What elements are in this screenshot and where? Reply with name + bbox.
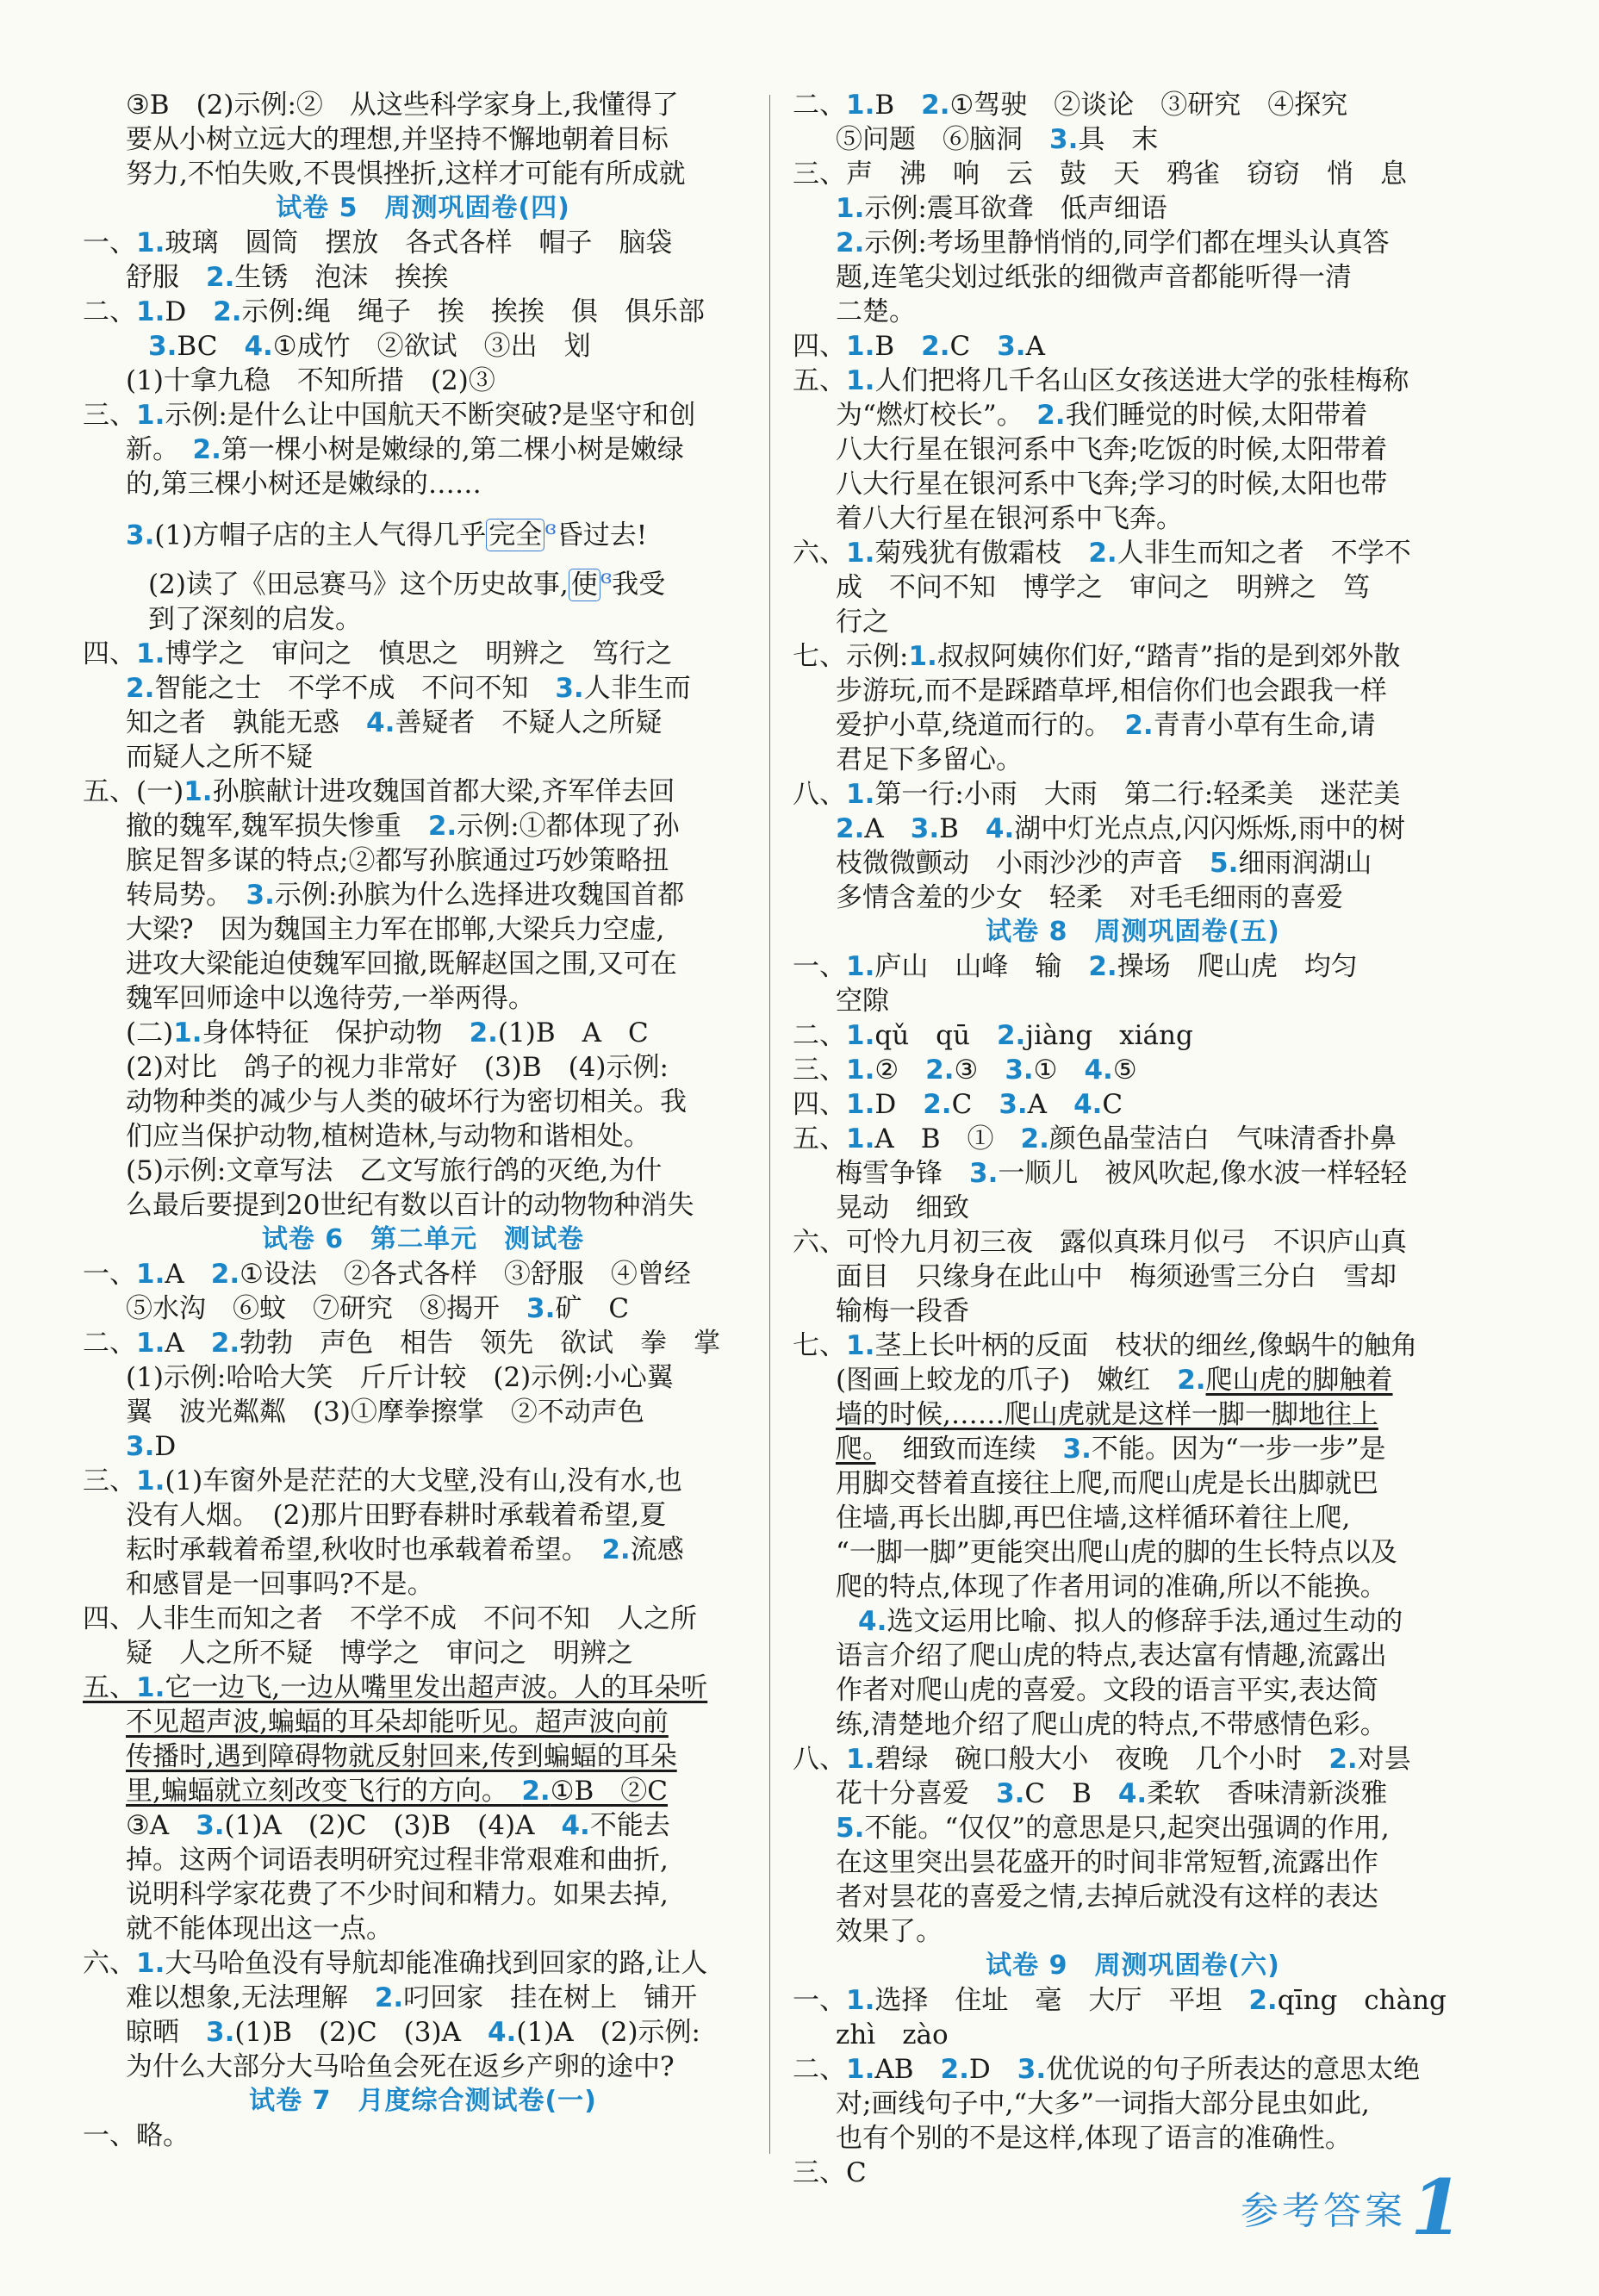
- answer-line: 一、1.A 2.①设法 ②各式各样 ③舒服 ④曾经: [83, 1258, 691, 1290]
- answer-line: 疑 人之所不疑 博学之 审问之 明辨之: [126, 1637, 633, 1669]
- question-number: 2.: [210, 1327, 240, 1359]
- question-number: 3.: [246, 879, 275, 911]
- answer-line: 二、1.qǔ qū 2.jiàng xiáng: [793, 1020, 1193, 1051]
- column-divider: [769, 95, 770, 2154]
- question-number: 4.: [244, 331, 273, 362]
- page-number: 1: [1410, 2162, 1464, 2252]
- question-number: 2.: [374, 1982, 404, 2013]
- answer-line: 住墙,再长出脚,再巴住墙,这样循环着往上爬,: [836, 1503, 1351, 1534]
- question-number: 1.: [836, 193, 865, 224]
- question-number: 1.: [846, 1055, 875, 1086]
- answer-line: 三、声 沸 响 云 鼓 天 鸦雀 窃窃 悄 息: [793, 159, 1407, 190]
- answer-line: 八、1.第一行:小雨 大雨 第二行:轻柔美 迷茫美: [793, 779, 1401, 810]
- answer-line: 晃动 细致: [836, 1192, 969, 1223]
- answer-line: 动物种类的减少与人类的破坏行为密切相关。我: [126, 1086, 687, 1117]
- answer-line: 大梁? 因为魏国主力军在邯郸,大梁兵力空虚,: [126, 913, 665, 945]
- question-number: 3.: [1062, 1434, 1092, 1465]
- question-number: 4.: [1073, 1089, 1103, 1120]
- answer-line: 5.不能。“仅仅”的意思是只,起突出强调的作用,: [836, 1813, 1390, 1844]
- answer-line: 3.D: [126, 1430, 177, 1462]
- section-heading: 试卷 6 第二单元 测试卷: [261, 1223, 585, 1254]
- answer-line: 七、示例:1.叔叔阿姨你们好,“踏青”指的是到郊外散: [793, 641, 1401, 672]
- answer-line: 作者对爬山虎的喜爱。文段的语言平实,表达简: [836, 1675, 1378, 1706]
- answer-line: 舒服 2.生锈 泡沫 挨挨: [126, 262, 449, 293]
- answer-line: 爱护小草,绕道而行的。 2.青青小草有生命,请: [836, 710, 1376, 741]
- answer-line: 为“燃灯校长”。 2.我们睡觉的时候,太阳带着: [836, 400, 1368, 431]
- question-number: 4.: [1117, 1778, 1148, 1809]
- question-number: 1.: [136, 1465, 165, 1496]
- question-number: 2.: [925, 1055, 955, 1086]
- question-number: 1.: [136, 1947, 165, 1979]
- question-number: 1.: [846, 331, 875, 362]
- answer-line: 四、1.博学之 审问之 慎思之 明辨之 笃行之: [83, 638, 673, 669]
- question-number: 3.: [126, 1430, 155, 1462]
- question-number: 1.: [908, 641, 937, 672]
- question-number: 1.: [846, 90, 875, 121]
- question-number: 4.: [1084, 1055, 1113, 1086]
- question-number: 2.: [1088, 951, 1117, 982]
- question-number: 1.: [846, 538, 875, 569]
- question-number: 3.: [206, 2016, 235, 2048]
- answer-line: 一、略。: [83, 2119, 190, 2151]
- question-number: 2.: [1124, 710, 1154, 741]
- question-number: 3.: [997, 331, 1026, 362]
- answer-line: 多情含羞的少女 轻柔 对毛毛细雨的喜爱: [836, 882, 1343, 913]
- answer-line: 行之: [836, 607, 889, 638]
- question-number: 3.: [996, 1778, 1025, 1809]
- answer-line: 一、1.玻璃 圆筒 摆放 各式各样 帽子 脑袋: [83, 227, 673, 258]
- question-number: 3.: [1017, 2054, 1047, 2085]
- page-footer: [1241, 2162, 1463, 2252]
- answer-line: ⑤水沟 ⑥蚊 ⑦研究 ⑧揭开 3.矿 C: [126, 1292, 630, 1324]
- question-number: 1.: [846, 1985, 875, 2016]
- answer-line: 四、人非生而知之者 不学不成 不问不知 人之所: [83, 1602, 697, 1634]
- question-number: 1.: [846, 951, 875, 982]
- spacer: [83, 501, 763, 512]
- answer-line: (1)示例:哈哈大笑 斤斤计较 (2)示例:小心翼: [126, 1361, 674, 1393]
- answer-line: 4.选文运用比喻、拟人的修辞手法,通过生动的: [858, 1606, 1403, 1637]
- question-number: 2.: [213, 296, 242, 327]
- question-number: 2.: [836, 813, 865, 844]
- question-number: 2.: [521, 1775, 551, 1807]
- answer-line: (2)对比 鸽子的视力非常好 (3)B (4)示例:: [126, 1051, 669, 1083]
- answer-line: 练,清楚地介绍了爬山虎的特点,不带感情色彩。: [836, 1709, 1387, 1740]
- question-number: 4.: [487, 2016, 517, 2048]
- question-number: 5.: [836, 1813, 865, 1844]
- answer-line: 者对昙花的喜爱之情,去掉后就没有这样的表达: [836, 1882, 1378, 1913]
- question-number: 3.: [1005, 1055, 1034, 1086]
- answer-line: 三、1.② 2.③ 3.① 4.⑤: [793, 1055, 1137, 1086]
- answer-line: 枝微微颤动 小雨沙沙的声音 5.细雨润湖山: [836, 848, 1372, 879]
- answer-line: 三、1.示例:是什么让中国航天不断突破?是坚守和创: [83, 400, 696, 431]
- answer-line: 输梅一段香: [836, 1296, 969, 1327]
- question-number: 1.: [173, 1017, 202, 1048]
- question-number: 2.: [1036, 400, 1066, 431]
- answer-line: 五、1.人们把将几千名山区女孩送进大学的张桂梅称: [793, 365, 1409, 396]
- question-number: 2.: [192, 434, 221, 465]
- answer-line: 二楚。: [836, 296, 916, 327]
- question-number: 1.: [846, 1123, 875, 1154]
- answer-line: 二、1.AB 2.D 3.优优说的句子所表达的意思太绝: [793, 2054, 1421, 2085]
- correction-mark-icon: ɞ: [600, 567, 613, 589]
- answer-line: 到了深刻的启发。: [148, 603, 362, 635]
- answer-line: 空隙: [836, 986, 889, 1017]
- answer-line: 着八大行星在银河系中飞奔。: [836, 503, 1183, 534]
- answer-line: 要从小树立远大的理想,并坚持不懈地朝着目标: [126, 124, 669, 155]
- answer-line: 没有人烟。 (2)那片田野春耕时承载着希望,夏: [126, 1499, 667, 1531]
- answer-line: 晾晒 3.(1)B (2)C (3)A 4.(1)A (2)示例:: [126, 2016, 700, 2048]
- question-number: 1.: [136, 1671, 165, 1703]
- answer-line: 八大行星在银河系中飞奔;学习的时候,太阳也带: [836, 469, 1388, 500]
- question-number: 2.: [206, 262, 235, 293]
- answer-line: 梅雪争锋 3.一顺儿 被风吹起,像水波一样轻轻: [836, 1158, 1408, 1189]
- answer-line: 二、1.B 2.①驾驶 ②谈论 ③研究 ④探究: [793, 90, 1348, 121]
- answer-line: 努力,不怕失败,不畏惧挫折,这样才可能有所成就: [126, 159, 686, 190]
- question-number: 2.: [469, 1017, 498, 1048]
- answer-line: 二、1.A 2.勃勃 声色 相告 领先 欲试 拳 掌: [83, 1327, 721, 1359]
- question-number: 1.: [846, 1744, 875, 1775]
- question-number: 1.: [136, 296, 165, 327]
- question-number: 1.: [136, 1327, 165, 1359]
- answer-line: 传播时,遇到障碍物就反射回来,传到蝙蝠的耳朵: [126, 1740, 677, 1772]
- question-number: 1.: [846, 1089, 875, 1120]
- answer-line: ⑤问题 ⑥脑洞 3.具 末: [836, 124, 1159, 155]
- correction-mark-icon: ɞ: [544, 518, 557, 539]
- answer-line: 说明科学家花费了不少时间和精力。如果去掉,: [126, 1878, 669, 1910]
- question-number: 3.: [969, 1158, 999, 1189]
- answer-line: 二、1.D 2.示例:绳 绳子 挨 挨挨 俱 俱乐部: [83, 296, 706, 327]
- answer-line: 也有个别的不是这样,体现了语言的准确性。: [836, 2123, 1352, 2154]
- question-number: 2.: [1177, 1365, 1206, 1396]
- answer-line: 就不能体现出这一点。: [126, 1913, 393, 1944]
- answer-line: 撤的魏军,魏军损失惨重 2.示例:①都体现了孙: [126, 810, 680, 842]
- underlined-text: 爬山虎的脚触着: [1205, 1365, 1393, 1396]
- answer-line: 六、1.大马哈鱼没有导航却能准确找到回家的路,让人: [83, 1947, 708, 1979]
- question-number: 4.: [858, 1606, 887, 1637]
- answer-line: 难以想象,无法理解 2.叼回家 挂在树上 铺开: [126, 1982, 698, 2013]
- answer-line: 而疑人之所不疑: [126, 741, 313, 773]
- question-number: 1.: [846, 1330, 875, 1361]
- section-heading: 试卷 8 周测巩固卷(五): [986, 917, 1280, 947]
- answer-line: 题,连笔尖划过纸张的细微声音都能听得一清: [836, 262, 1352, 293]
- question-number: 2.: [996, 1020, 1026, 1051]
- answer-line: 步游玩,而不是踩踏草坪,相信你们也会跟我一样: [836, 675, 1387, 706]
- answer-line: (二)1.身体特征 保护动物 2.(1)B A C: [126, 1017, 649, 1048]
- question-number: 2.: [126, 672, 155, 704]
- answer-line: 四、1.D 2.C 3.A 4.C: [793, 1089, 1123, 1120]
- answer-line: 用脚交替着直接往上爬,而爬山虎是长出脚就巴: [836, 1468, 1378, 1499]
- answer-line: 一、1.庐山 山峰 输 2.操场 爬山虎 均匀: [793, 951, 1358, 982]
- answer-line: ③B (2)示例:② 从这些科学家身上,我懂得了: [126, 90, 679, 121]
- answer-line: 3.(1)方帽子店的主人气得几乎完全 $^ɞ$昏过去!: [126, 518, 648, 551]
- answer-line: 们应当保护动物,植树造林,与动物和谐相处。: [126, 1120, 650, 1152]
- boxed-word: 完全: [486, 519, 544, 551]
- question-number: 2.: [427, 810, 457, 842]
- answer-line: 魏军回师途中以逸待劳,一举两得。: [126, 982, 535, 1014]
- answer-line: 里,蝙蝠就立刻改变飞行的方向。 2.①B ②C: [126, 1775, 669, 1807]
- question-number: 3.: [910, 813, 940, 844]
- question-number: 5.: [1210, 848, 1239, 879]
- answer-line: “一脚一脚”更能突出爬山虎的脚的生长特点以及: [836, 1537, 1397, 1568]
- answer-line: 一、1.选择 住址 毫 大厅 平坦 2.qīng chàng: [793, 1985, 1447, 2016]
- question-number: 2.: [601, 1534, 631, 1565]
- answer-line: 和感冒是一回事吗?不是。: [126, 1568, 434, 1600]
- question-number: 1.: [846, 779, 875, 810]
- answer-line: (1)十拿九稳 不知所措 (2)③: [126, 365, 495, 396]
- answer-line: 成 不问不知 博学之 审问之 明辨之 笃: [836, 572, 1370, 603]
- footer-label: 参考答案: [1241, 2189, 1406, 2233]
- answer-line: 三、C: [793, 2157, 867, 2188]
- question-number: 4.: [561, 1809, 590, 1841]
- question-number: 1.: [136, 1258, 165, 1290]
- question-number: 4.: [985, 813, 1015, 844]
- answer-line: 2.智能之士 不学不成 不问不知 3.人非生而: [126, 672, 691, 704]
- answer-line: 四、1.B 2.C 3.A: [793, 331, 1045, 362]
- answer-line: zhì zào: [836, 2019, 949, 2050]
- answer-line: 为什么大部分大马哈鱼会死在返乡产卵的途中?: [126, 2050, 675, 2082]
- question-number: 3.: [555, 672, 584, 704]
- spacer: [83, 552, 763, 561]
- answer-line: 君足下多留心。: [836, 744, 1023, 775]
- answer-line: 进攻大梁能迫使魏军回撤,既解赵国之围,又可在: [126, 948, 677, 980]
- answer-line: 爬。 细致而连续 3.不能。因为“一步一步”是: [836, 1434, 1386, 1465]
- question-number: 2.: [1020, 1123, 1049, 1154]
- answer-line: 六、1.菊残犹有傲霜枝 2.人非生而知之者 不学不: [793, 538, 1411, 569]
- answer-line: 在这里突出昙花盛开的时间非常短暂,流露出作: [836, 1847, 1378, 1878]
- question-number: 2.: [921, 90, 950, 121]
- answer-line: 八、1.碧绿 碗口般大小 夜晚 几个小时 2.对昙: [793, 1744, 1411, 1775]
- answer-line: 五、(一)1.孙膑献计进攻魏国首都大梁,齐军佯去回: [83, 775, 675, 807]
- question-number: 2.: [921, 331, 950, 362]
- answer-line: ③A 3.(1)A (2)C (3)B (4)A 4.不能去: [126, 1809, 670, 1841]
- answer-line: 对;画线句子中,“大多”一词指大部分昆虫如此,: [836, 2088, 1370, 2119]
- question-number: 3.: [999, 1089, 1028, 1120]
- answer-line: (图画上蛟龙的爪子) 嫩红 2.爬山虎的脚触着: [836, 1365, 1393, 1396]
- answer-line: 面目 只缘身在此山中 梅须逊雪三分白 雪却: [836, 1261, 1397, 1292]
- answer-line: 八大行星在银河系中飞奔;吃饭的时候,太阳带着: [836, 434, 1388, 465]
- question-number: 2.: [1248, 1985, 1278, 2016]
- question-number: 1.: [184, 775, 213, 807]
- section-heading: 试卷 9 周测巩固卷(六): [986, 1951, 1280, 1981]
- answer-line: 的,第三棵小树还是嫩绿的……: [126, 469, 482, 500]
- left-column: [83, 88, 763, 2153]
- section-heading: 试卷 5 周测巩固卷(四): [276, 193, 570, 223]
- answer-line: 效果了。: [836, 1916, 943, 1947]
- answer-line: 新。 2.第一棵小树是嫩绿的,第二棵小树是嫩绿: [126, 434, 684, 465]
- question-number: 3.: [148, 331, 177, 362]
- question-number: 2.: [940, 2054, 969, 2085]
- question-number: 3.: [1049, 124, 1079, 155]
- answer-line: (2)读了《田忌赛马》这个历史故事,使 $^ɞ$我受: [148, 567, 666, 600]
- answer-line: 翼 波光粼粼 (3)①摩拳擦掌 ②不动声色: [126, 1396, 644, 1428]
- question-number: 2.: [836, 227, 865, 258]
- question-number: 1.: [846, 2054, 875, 2085]
- answer-line: 爬的特点,体现了作者用词的准确,所以不能换。: [836, 1571, 1387, 1602]
- answer-line: 三、1.(1)车窗外是茫茫的大戈壁,没有山,没有水,也: [83, 1465, 682, 1496]
- question-number: 1.: [846, 365, 875, 396]
- question-number: 1.: [136, 638, 165, 669]
- answer-line: 1.示例:震耳欲聋 低声细语: [836, 193, 1167, 224]
- answer-line: 知之者 孰能无惑 4.善疑者 不疑人之所疑: [126, 706, 663, 738]
- answer-line: 3.BC 4.①成竹 ②欲试 ③出 划: [148, 331, 591, 362]
- answer-line: (5)示例:文章写法 乙文写旅行鸽的灭绝,为什: [126, 1154, 663, 1186]
- section-heading: 试卷 7 月度综合测试卷(一): [249, 2085, 597, 2116]
- boxed-word: 使: [569, 569, 600, 601]
- answer-line: 墙的时候,……爬山虎就是这样一脚一脚地往上: [836, 1399, 1378, 1430]
- question-number: 1.: [846, 1020, 875, 1051]
- answer-line: 2.A 3.B 4.湖中灯光点点,闪闪烁烁,雨中的树: [836, 813, 1405, 844]
- answer-line: 五、1.它一边飞,一边从嘴里发出超声波。人的耳朵听: [83, 1671, 708, 1703]
- question-number: 3.: [126, 520, 155, 551]
- question-number: 1.: [136, 400, 165, 431]
- answer-line: 膑足智多谋的特点;②都写孙膑通过巧妙策略扭: [126, 844, 669, 876]
- answer-line: 六、可怜九月初三夜 露似真珠月似弓 不识庐山真: [793, 1227, 1407, 1258]
- answer-line: 耘时承载着希望,秋收时也承载着希望。 2.流感: [126, 1534, 684, 1565]
- question-number: 2.: [923, 1089, 952, 1120]
- answer-line: 2.示例:考场里静悄悄的,同学们都在埋头认真答: [836, 227, 1390, 258]
- question-number: 2.: [1088, 538, 1117, 569]
- answer-line: 转局势。 3.示例:孙膑为什么选择进攻魏国首都: [126, 879, 685, 911]
- answer-line: 掉。这两个词语表明研究过程非常艰难和曲折,: [126, 1844, 669, 1876]
- question-number: 4.: [366, 706, 395, 738]
- answer-line: 五、1.A B ① 2.颜色晶莹洁白 气味清香扑鼻: [793, 1123, 1397, 1154]
- question-number: 2.: [210, 1258, 240, 1290]
- answer-line: 不见超声波,蝙蝠的耳朵却能听见。超声波向前: [126, 1706, 669, 1738]
- question-number: 2.: [1328, 1744, 1358, 1775]
- right-column: [793, 88, 1473, 2190]
- answer-line: 语言介绍了爬山虎的特点,表达富有情趣,流露出: [836, 1640, 1387, 1671]
- question-number: 3.: [526, 1292, 556, 1324]
- underlined-text: 爬。: [836, 1434, 876, 1465]
- answer-line: 七、1.茎上长叶柄的反面 枝状的细丝,像蜗牛的触角: [793, 1330, 1418, 1361]
- answer-line: 么最后要提到20世纪有数以百计的动物物种消失: [126, 1189, 694, 1221]
- question-number: 3.: [196, 1809, 225, 1841]
- question-number: 1.: [136, 227, 165, 258]
- answer-line: 花十分喜爱 3.C B 4.柔软 香味清新淡雅: [836, 1778, 1388, 1809]
